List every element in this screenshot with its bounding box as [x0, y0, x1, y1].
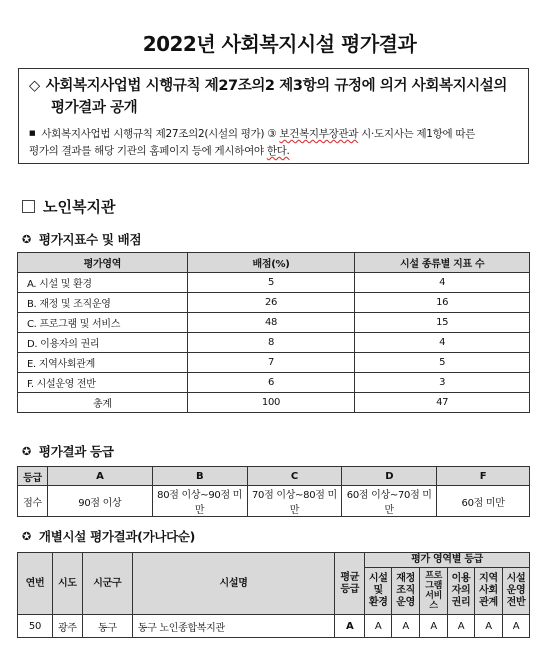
- notice-box: [18, 68, 529, 164]
- col-header-area: 재정 조직 운영: [392, 568, 420, 615]
- subheading-grades: [22, 442, 114, 460]
- col-header: 배점(%): [187, 253, 355, 273]
- col-header-area: 지역 사회 관계: [475, 568, 503, 615]
- col-header-sigungu: 시군구: [82, 553, 132, 615]
- count-cell: 3: [355, 373, 530, 393]
- square-bullet-icon: ■: [29, 129, 36, 137]
- col-header-no: 연번: [18, 553, 53, 615]
- page-title: 2022년 사회복지시설 평가결과: [142, 32, 417, 56]
- table-row: [18, 486, 530, 517]
- notice-body-text1: 사회복지사업법 시행규칙 제27조의2(시설의 평가) ③: [41, 128, 280, 140]
- area-cell: C. 프로그램 및 서비스: [18, 313, 188, 333]
- area-grade-cell: A: [392, 615, 420, 638]
- count-cell: 15: [355, 313, 530, 333]
- subheading-indicators: [22, 230, 141, 248]
- col-header-name: 시설명: [132, 553, 335, 615]
- notice-heading-line1: 사회복지사업법 시행규칙 제27조의2 제3항의 규정에 의거 사회복지시설의: [45, 78, 508, 94]
- area-grade-cell: A: [502, 615, 529, 638]
- area-cell: B. 재정 및 조직운영: [18, 293, 188, 313]
- area-grade-cell: A: [448, 615, 475, 638]
- table-row: [18, 353, 530, 373]
- facility-table: [17, 552, 530, 638]
- score-cell: 100: [187, 393, 355, 413]
- count-cell: 47: [355, 393, 530, 413]
- grade-header: A: [47, 467, 152, 486]
- section-title: 노인복지관: [43, 198, 116, 216]
- notice-body: [29, 125, 518, 160]
- area-grade-cell: A: [365, 615, 392, 638]
- score-label-cell: 점수: [18, 486, 48, 517]
- col-header-area: 이용 자의 권리: [448, 568, 475, 615]
- score-cell: 8: [187, 333, 355, 353]
- score-cell: 26: [187, 293, 355, 313]
- sido-cell: 광주: [52, 615, 82, 638]
- count-cell: 5: [355, 353, 530, 373]
- checkbox-square-icon: [22, 200, 35, 213]
- indicator-table: [17, 252, 530, 413]
- diamond-icon: ◇: [29, 78, 40, 94]
- count-cell: 4: [355, 333, 530, 353]
- score-cell: 6: [187, 373, 355, 393]
- score-range-cell: 60점 미만: [437, 486, 530, 517]
- area-grade-cell: A: [420, 615, 448, 638]
- count-cell: 4: [355, 273, 530, 293]
- score-cell: 5: [187, 273, 355, 293]
- grade-header: C: [247, 467, 342, 486]
- subheading-facilities: [22, 527, 195, 545]
- subheading-facilities-title: 개별시설 평가결과(가나다순): [38, 529, 196, 544]
- notice-body-underlined1: 보건복지부장관과: [279, 128, 359, 140]
- table-total-row: [18, 393, 530, 413]
- area-cell: E. 지역사회관계: [18, 353, 188, 373]
- score-cell: 48: [187, 313, 355, 333]
- subheading-grades-title: 평가결과 등급: [38, 444, 114, 459]
- notice-body-underlined2: 한다.: [266, 145, 290, 157]
- subheading-indicators-title: 평가지표수 및 배점: [38, 232, 142, 247]
- grade-header: 등급: [18, 467, 48, 486]
- col-header-avg: 평균 등급: [335, 553, 365, 615]
- notice-body-text3: 평가의 결과를 해당 기관의 홈페이지 등에 게시하여야: [29, 145, 267, 157]
- col-header-group: 평가 영역별 등급: [365, 553, 530, 568]
- star-mark-icon: ✪: [22, 529, 31, 543]
- table-row: [18, 273, 530, 293]
- col-header: 평가영역: [18, 253, 188, 273]
- star-mark-icon: ✪: [22, 232, 31, 246]
- score-range-cell: 80점 이상~90점 미만: [152, 486, 247, 517]
- sigungu-cell: 동구: [82, 615, 132, 638]
- col-header: 시설 종류별 지표 수: [355, 253, 530, 273]
- table-row: [18, 313, 530, 333]
- score-range-cell: 60점 이상~70점 미만: [342, 486, 437, 517]
- total-label-cell: 총계: [18, 393, 188, 413]
- facility-name-cell: 동구 노인종합복지관: [132, 615, 335, 638]
- area-grade-cell: A: [475, 615, 503, 638]
- table-row: [18, 373, 530, 393]
- col-header-area: 프로 그램 서비 스: [420, 568, 448, 615]
- grade-header: D: [342, 467, 437, 486]
- grade-header: B: [152, 467, 247, 486]
- grade-table: [17, 466, 530, 517]
- score-range-cell: 90점 이상: [47, 486, 152, 517]
- area-cell: F. 시설운영 전반: [18, 373, 188, 393]
- notice-heading-line2: 평가결과 공개: [51, 100, 138, 116]
- area-cell: A. 시설 및 환경: [18, 273, 188, 293]
- avg-grade-cell: A: [335, 615, 365, 638]
- star-mark-icon: ✪: [22, 444, 31, 458]
- col-header-area: 시설 및 환경: [365, 568, 392, 615]
- col-header-area: 시설 운영 전반: [502, 568, 529, 615]
- no-cell: 50: [18, 615, 53, 638]
- table-row: [18, 615, 530, 638]
- score-cell: 7: [187, 353, 355, 373]
- grade-header: F: [437, 467, 530, 486]
- section-heading: [22, 196, 115, 217]
- area-cell: D. 이용자의 권리: [18, 333, 188, 353]
- table-row: [18, 333, 530, 353]
- score-range-cell: 70점 이상~80점 미만: [247, 486, 342, 517]
- count-cell: 16: [355, 293, 530, 313]
- table-row: [18, 293, 530, 313]
- notice-heading: [29, 75, 518, 119]
- notice-body-text2: 시·도지사는 제1항에 따른: [358, 128, 476, 140]
- col-header-sido: 시도: [52, 553, 82, 615]
